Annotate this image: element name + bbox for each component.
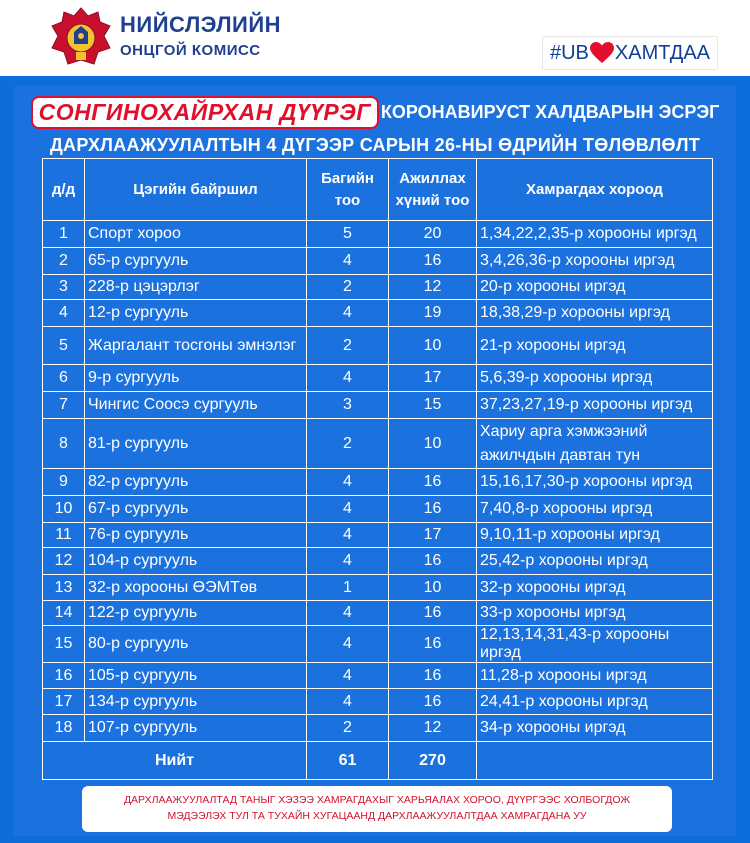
schedule-table	[42, 158, 713, 780]
row-people: 15	[389, 392, 477, 419]
row-people: 19	[389, 300, 477, 327]
header-no: д/д	[43, 159, 85, 221]
row-number: 15	[43, 626, 85, 663]
row-teams: 2	[307, 327, 389, 365]
row-teams: 3	[307, 392, 389, 419]
total-empty	[477, 742, 713, 780]
table-row	[43, 626, 713, 663]
row-coverage: 12,13,14,31,43-р хорооны иргэд	[477, 626, 713, 663]
header-location: Цэгийн байршил	[85, 159, 307, 221]
row-location: 32-р хорооны ӨЭМТөв	[85, 575, 307, 601]
row-location: 65-р сургууль	[85, 248, 307, 275]
row-number: 14	[43, 601, 85, 626]
coverage-line2: ажилчдын давтан тун	[480, 446, 641, 464]
row-location: 104-р сургууль	[85, 548, 307, 575]
row-location: 9-р сургууль	[85, 365, 307, 392]
table-row	[43, 248, 713, 275]
table-row	[43, 419, 713, 469]
row-location: 228-р цэцэрлэг	[85, 275, 307, 300]
row-teams: 4	[307, 626, 389, 663]
row-location: 12-р сургууль	[85, 300, 307, 327]
header-people	[389, 159, 477, 221]
row-teams: 4	[307, 365, 389, 392]
row-teams: 4	[307, 523, 389, 548]
row-people: 12	[389, 715, 477, 742]
row-people: 16	[389, 496, 477, 523]
row-teams: 4	[307, 496, 389, 523]
row-coverage: 24,41-р хорооны иргэд	[477, 689, 713, 715]
row-location: Чингис Соосэ сургууль	[85, 392, 307, 419]
row-number: 6	[43, 365, 85, 392]
row-coverage: 11,28-р хорооны иргэд	[477, 663, 713, 689]
row-people: 16	[389, 689, 477, 715]
row-coverage: 15,16,17,30-р хорооны иргэд	[477, 469, 713, 496]
row-teams: 4	[307, 469, 389, 496]
row-teams: 4	[307, 663, 389, 689]
total-label: Нийт	[43, 742, 307, 780]
table-row	[43, 469, 713, 496]
district-name: СОНГИНОХАЙРХАН ДҮҮРЭГ	[31, 96, 379, 129]
row-coverage: 5,6,39-р хорооны иргэд	[477, 365, 713, 392]
row-people: 16	[389, 469, 477, 496]
row-people: 16	[389, 548, 477, 575]
row-location: 80-р сургууль	[85, 626, 307, 663]
table-row	[43, 300, 713, 327]
header-teams-line2: тоо	[334, 191, 361, 209]
org-line2: ОНЦГОЙ КОМИСС	[120, 42, 261, 59]
row-teams: 4	[307, 601, 389, 626]
header	[0, 0, 750, 76]
row-coverage: 37,23,27,19-р хорооны иргэд	[477, 392, 713, 419]
row-number: 8	[43, 419, 85, 469]
row-teams: 4	[307, 300, 389, 327]
row-location: 76-р сургууль	[85, 523, 307, 548]
row-location: 122-р сургууль	[85, 601, 307, 626]
footer-line2: МЭДЭЭЛЭХ ТУЛ ТА ТУХАЙН ХУГАЦААНД ДАРХЛААЖУУЛАЛТДАА ХАМРАГДАНА УУ	[167, 810, 587, 822]
row-coverage: 32-р хорооны иргэд	[477, 575, 713, 601]
table-header-row	[43, 159, 713, 221]
row-number: 4	[43, 300, 85, 327]
header-teams	[307, 159, 389, 221]
org-line1: НИЙСЛЭЛИЙН	[120, 12, 282, 37]
row-coverage: 25,42-р хорооны иргэд	[477, 548, 713, 575]
row-coverage: 33-р хорооны иргэд	[477, 601, 713, 626]
total-teams: 61	[307, 742, 389, 780]
row-coverage: 1,34,22,2,35-р хорооны иргэд	[477, 221, 713, 248]
row-number: 2	[43, 248, 85, 275]
table-row	[43, 275, 713, 300]
city-emblem-icon	[50, 6, 112, 70]
row-location: Спорт хороо	[85, 221, 307, 248]
header-people-line2: хүний тоо	[395, 191, 470, 209]
row-location: 107-р сургууль	[85, 715, 307, 742]
row-people: 17	[389, 365, 477, 392]
row-teams: 4	[307, 689, 389, 715]
coverage-line1: Хариу арга хэмжээний	[480, 422, 648, 440]
total-row	[43, 742, 713, 780]
table-row	[43, 689, 713, 715]
row-location: 81-р сургууль	[85, 419, 307, 469]
table-row	[43, 221, 713, 248]
row-number: 7	[43, 392, 85, 419]
row-people: 20	[389, 221, 477, 248]
row-teams: 4	[307, 548, 389, 575]
row-coverage	[477, 419, 713, 469]
table-row	[43, 392, 713, 419]
row-people: 16	[389, 663, 477, 689]
hashtag-left: #UB	[549, 41, 589, 64]
table-row	[43, 523, 713, 548]
header-people-line1: Ажиллах	[399, 169, 466, 187]
table-row	[43, 663, 713, 689]
table-row	[43, 575, 713, 601]
row-people: 10	[389, 575, 477, 601]
row-coverage: 9,10,11-р хорооны иргэд	[477, 523, 713, 548]
table-row	[43, 548, 713, 575]
row-people: 12	[389, 275, 477, 300]
row-number: 16	[43, 663, 85, 689]
table-row	[43, 327, 713, 365]
table-row	[43, 365, 713, 392]
row-teams: 2	[307, 715, 389, 742]
row-teams: 5	[307, 221, 389, 248]
row-number: 17	[43, 689, 85, 715]
title-line2: ДАРХЛААЖУУЛАЛТЫН 4 ДҮГЭЭР САРЫН 26-НЫ ӨДРИЙН ТӨЛӨВЛӨЛТ	[49, 135, 701, 155]
row-number: 11	[43, 523, 85, 548]
page-title	[0, 96, 750, 156]
row-number: 9	[43, 469, 85, 496]
row-teams: 4	[307, 248, 389, 275]
header-teams-line1: Багийн	[321, 169, 374, 187]
row-coverage: 20-р хорооны иргэд	[477, 275, 713, 300]
row-location: 82-р сургууль	[85, 469, 307, 496]
row-teams: 2	[307, 275, 389, 300]
row-people: 10	[389, 419, 477, 469]
total-people: 270	[389, 742, 477, 780]
row-coverage: 18,38,29-р хорооны иргэд	[477, 300, 713, 327]
hashtag-badge	[542, 36, 718, 70]
row-coverage: 34-р хорооны иргэд	[477, 715, 713, 742]
row-number: 5	[43, 327, 85, 365]
table-row	[43, 715, 713, 742]
row-number: 12	[43, 548, 85, 575]
title-line1: КОРОНАВИРУСТ ХАЛДВАРЫН ЭСРЭГ	[380, 102, 720, 122]
table-row	[43, 601, 713, 626]
footer-notice	[82, 786, 672, 832]
organization-name	[120, 12, 281, 59]
row-coverage: 3,4,26,36-р хорооны иргэд	[477, 248, 713, 275]
header-coverage: Хамрагдах хороод	[477, 159, 713, 221]
row-coverage: 21-р хорооны иргэд	[477, 327, 713, 365]
row-number: 3	[43, 275, 85, 300]
row-coverage: 7,40,8-р хорооны иргэд	[477, 496, 713, 523]
row-number: 10	[43, 496, 85, 523]
row-number: 13	[43, 575, 85, 601]
row-number: 1	[43, 221, 85, 248]
row-people: 16	[389, 626, 477, 663]
row-people: 16	[389, 601, 477, 626]
row-teams: 1	[307, 575, 389, 601]
heart-icon	[590, 42, 614, 64]
row-people: 16	[389, 248, 477, 275]
row-people: 17	[389, 523, 477, 548]
row-location: 134-р сургууль	[85, 689, 307, 715]
row-teams: 2	[307, 419, 389, 469]
row-location: 67-р сургууль	[85, 496, 307, 523]
footer-line1: ДАРХЛААЖУУЛАЛТАД ТАНЫГ ХЭЗЭЭ ХАМРАГДАХЫГ ХАРЬЯАЛАХ ХОРОО, ДҮҮРГЭЭС ХОЛБОГДОЖ	[123, 794, 631, 806]
hashtag-right: ХАМТДАА	[614, 41, 711, 64]
table-row	[43, 496, 713, 523]
row-number: 18	[43, 715, 85, 742]
row-location: Жаргалант тосгоны эмнэлэг	[85, 327, 307, 365]
row-people: 10	[389, 327, 477, 365]
row-location: 105-р сургууль	[85, 663, 307, 689]
